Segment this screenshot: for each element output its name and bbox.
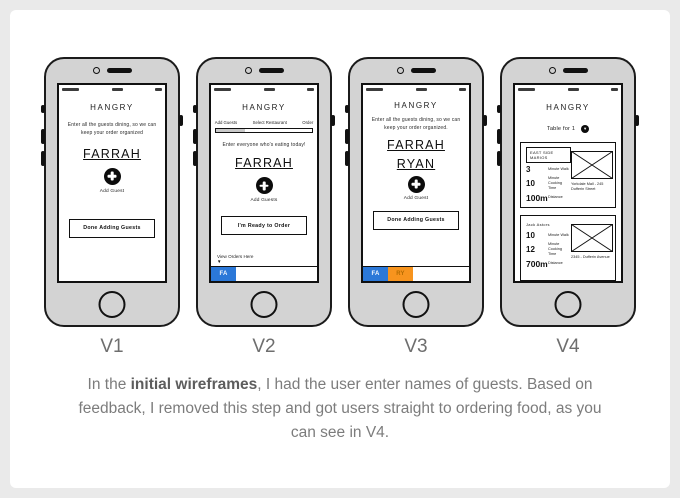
screen-v3 xyxy=(361,83,471,283)
phone-top xyxy=(350,67,482,74)
step-add-guests: Add Guests xyxy=(214,120,238,125)
volume-down-button xyxy=(497,151,501,166)
home-button xyxy=(99,291,126,318)
power-button xyxy=(179,115,183,126)
camera-icon xyxy=(549,67,556,74)
caption-text xyxy=(78,373,603,445)
carrier-signal-icon xyxy=(518,88,535,91)
restaurant-stats xyxy=(524,146,571,204)
phone-mockups-row xyxy=(10,10,670,327)
status-bar xyxy=(211,85,317,92)
stat-value: 3 xyxy=(526,165,531,174)
instructions-text: Enter everyone who's eating today! xyxy=(222,142,306,148)
app-title: HANGRY xyxy=(90,103,134,112)
battery-icon xyxy=(155,88,162,92)
camera-icon xyxy=(245,67,252,74)
add-guest-label: Add Guests xyxy=(250,198,278,204)
phone-top xyxy=(502,67,634,74)
view-orders-label: View Orders Here xyxy=(217,253,254,259)
home-button xyxy=(251,291,278,318)
restaurant-address: Yorkdale Mall - 245 Dufferin Street xyxy=(571,182,604,192)
stat-value: 10 xyxy=(526,231,535,240)
status-bar xyxy=(363,85,469,92)
guest-tab-fa: FA xyxy=(363,267,388,281)
home-button xyxy=(555,291,582,318)
guest-name: FARRAH xyxy=(83,146,141,161)
version-label-v2: V2 xyxy=(252,336,276,357)
camera-icon xyxy=(93,67,100,74)
instructions-text: Enter all the guests dining, so we can keep your order organized xyxy=(67,122,157,137)
version-labels-row xyxy=(10,336,670,358)
power-button xyxy=(635,115,639,126)
clock-text xyxy=(416,88,427,91)
guest-tab-bar xyxy=(363,266,469,281)
restaurant-name: Jack Astors xyxy=(526,222,550,227)
caption-bold: initial wireframes xyxy=(130,376,258,393)
stat-label: Minute Walk xyxy=(548,167,569,172)
add-guest-plus-icon xyxy=(104,168,121,185)
speaker-slot xyxy=(411,68,436,73)
mute-switch xyxy=(345,105,349,113)
add-guest-plus-icon xyxy=(256,177,273,194)
stat-walk xyxy=(526,165,569,174)
status-bar xyxy=(59,85,165,92)
power-button xyxy=(331,115,335,126)
carrier-signal-icon xyxy=(214,88,231,91)
stat-cooking xyxy=(526,176,571,191)
progress-bar xyxy=(215,128,314,133)
step-select-restaurant: Select Restaurant xyxy=(252,120,287,125)
clock-text xyxy=(264,88,275,91)
stat-distance xyxy=(526,259,563,269)
version-label-v1: V1 xyxy=(100,336,124,357)
guest-name: RYAN xyxy=(396,156,436,171)
clock-text xyxy=(568,88,579,91)
battery-icon xyxy=(611,88,618,92)
chevron-down-icon: ▼ xyxy=(581,125,589,133)
stat-label: Distance xyxy=(548,261,563,266)
stat-label: Minute Walk xyxy=(548,233,569,238)
progress-steps xyxy=(215,120,314,125)
guest-name: FARRAH xyxy=(235,156,293,171)
step-order: Order xyxy=(302,120,314,125)
restaurant-stats xyxy=(524,219,571,277)
stat-value: 100m xyxy=(526,192,548,203)
image-placeholder-icon xyxy=(571,224,613,252)
screen-v2 xyxy=(209,83,319,283)
progress-bar-fill xyxy=(216,129,245,132)
speaker-slot xyxy=(259,68,284,73)
stat-value: 700m xyxy=(526,258,548,269)
caption-pre: In the xyxy=(87,376,131,393)
view-orders-link xyxy=(211,254,317,265)
mute-switch xyxy=(497,105,501,113)
done-adding-guests-button: Done Adding Guests xyxy=(69,219,156,238)
home-button xyxy=(403,291,430,318)
screen-v4 xyxy=(513,83,623,283)
volume-down-button xyxy=(41,151,45,166)
volume-up-button xyxy=(41,129,45,144)
table-size-selector xyxy=(547,125,589,133)
battery-icon xyxy=(459,88,466,92)
screen-v1 xyxy=(57,83,167,283)
phone-mockup-v4 xyxy=(500,57,636,327)
app-title: HANGRY xyxy=(546,103,590,112)
instructions-text: Enter all the guests dining, so we can keep your order organized. xyxy=(371,117,461,132)
stat-walk xyxy=(526,231,569,240)
stat-label: Minute Cooking Time xyxy=(548,176,562,190)
stat-label: Minute Cooking Time xyxy=(548,242,562,256)
volume-up-button xyxy=(497,129,501,144)
version-label-v3: V3 xyxy=(404,336,428,357)
guest-name: FARRAH xyxy=(387,137,445,152)
restaurant-address: 2345 - Dufferin Avenue xyxy=(571,255,610,259)
volume-down-button xyxy=(193,151,197,166)
volume-up-button xyxy=(193,129,197,144)
volume-down-button xyxy=(345,151,349,166)
done-adding-guests-button: Done Adding Guests xyxy=(373,211,460,230)
ready-to-order-button: I'm Ready to Order xyxy=(221,216,308,235)
carrier-signal-icon xyxy=(62,88,79,91)
speaker-slot xyxy=(107,68,132,73)
add-guest-label: Add Guest xyxy=(403,195,429,201)
camera-icon xyxy=(397,67,404,74)
add-guest-plus-icon xyxy=(408,176,425,193)
status-bar xyxy=(515,85,621,92)
speaker-slot xyxy=(563,68,588,73)
restaurant-card xyxy=(520,142,616,208)
clock-text xyxy=(112,88,123,91)
mute-switch xyxy=(193,105,197,113)
stat-distance xyxy=(526,193,563,203)
restaurant-name: EAST SIDE MARIOS xyxy=(526,147,571,163)
phone-top xyxy=(198,67,330,74)
version-label-v4: V4 xyxy=(556,336,580,357)
content-card xyxy=(10,10,670,488)
app-title: HANGRY xyxy=(394,101,438,110)
restaurant-media xyxy=(571,146,613,204)
volume-up-button xyxy=(345,129,349,144)
down-arrow-icon: ▼ xyxy=(217,258,222,264)
stat-label: Distance xyxy=(548,195,563,200)
phone-mockup-v1 xyxy=(44,57,180,327)
carrier-signal-icon xyxy=(366,88,383,91)
battery-icon xyxy=(307,88,314,92)
guest-tab-fa: FA xyxy=(211,267,236,281)
image-placeholder-icon xyxy=(571,151,613,179)
caption-post: , I had the user enter names of guests. Based on feedback, I removed this step and got users straight to ordering food, as you can see in V4. xyxy=(78,376,602,442)
restaurant-media xyxy=(571,219,613,277)
stat-value: 12 xyxy=(526,244,535,254)
stat-value: 10 xyxy=(526,178,535,188)
guest-tab-bar xyxy=(211,266,317,281)
app-title: HANGRY xyxy=(242,103,286,112)
power-button xyxy=(483,115,487,126)
phone-mockup-v3 xyxy=(348,57,484,327)
table-size-label: Table for 1 xyxy=(546,126,576,132)
phone-top xyxy=(46,67,178,74)
stat-cooking xyxy=(526,242,571,257)
add-guest-label: Add Guest xyxy=(99,188,125,194)
phone-mockup-v2 xyxy=(196,57,332,327)
restaurant-card xyxy=(520,215,616,281)
guest-tab-ry: RY xyxy=(388,267,413,281)
mute-switch xyxy=(41,105,45,113)
